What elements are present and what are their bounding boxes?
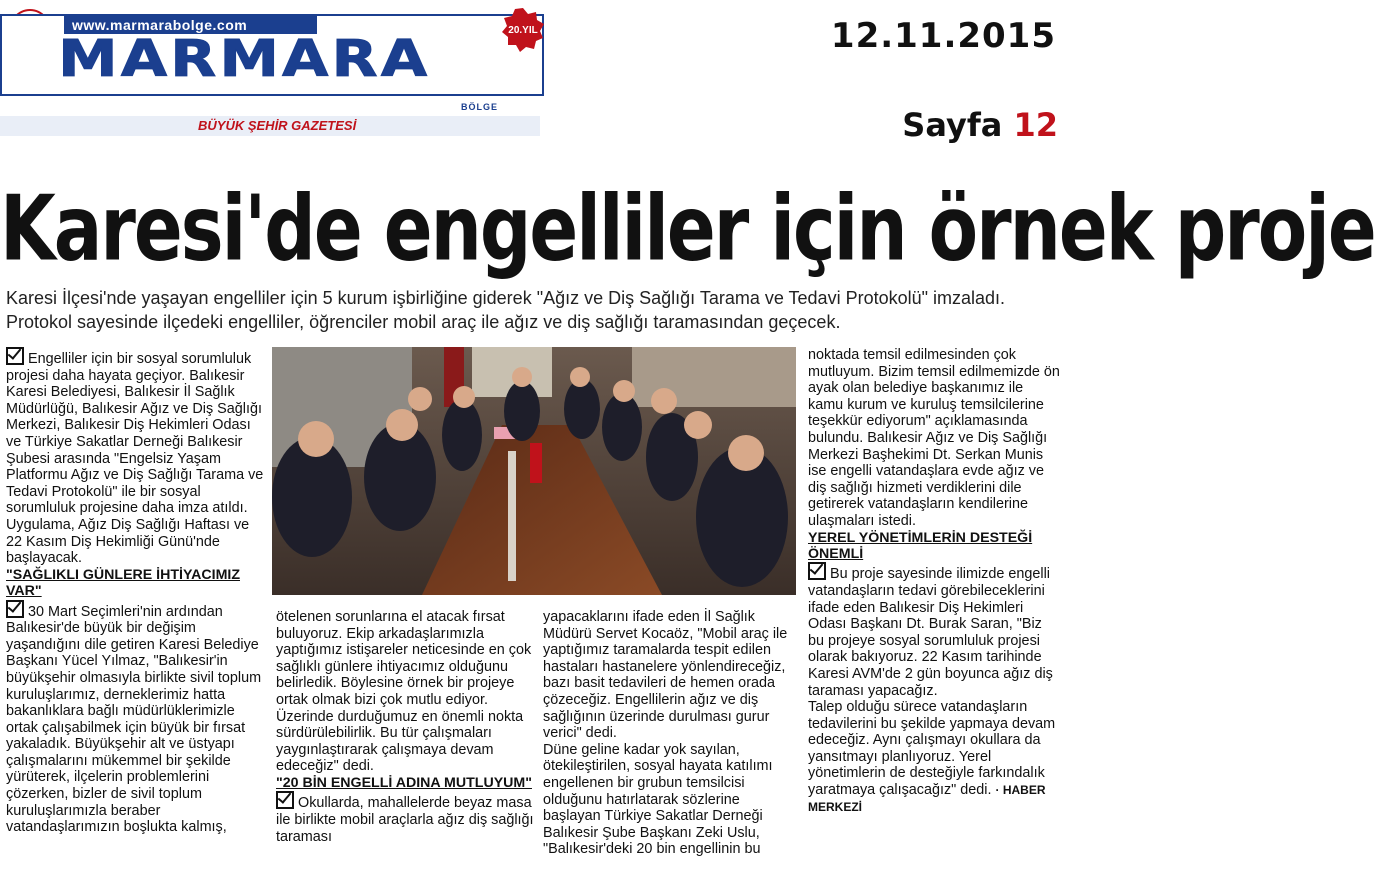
article-column-2 bbox=[276, 609, 534, 845]
page-number bbox=[902, 106, 1058, 144]
checkbox-icon bbox=[6, 347, 24, 365]
col2-paragraph-2: Üzerinde durduğumuz en önemli nokta sürdürülebilirlik. Bu tür çalışmaları yaygınlaştırarak çalışmaya devam edeceğiz" dedi. bbox=[276, 708, 524, 775]
article-column-4 bbox=[808, 347, 1060, 815]
anniversary-badge-icon bbox=[500, 6, 546, 52]
masthead-region: BÖLGE bbox=[461, 102, 499, 112]
checkbox-icon bbox=[276, 791, 294, 809]
col2-subheading: "20 BİN ENGELLİ ADINA MUTLUYUM" bbox=[276, 774, 532, 791]
lead-paragraph: Karesi İlçesi'nde yaşayan engelliler için 5 kurum işbirliğine giderek "Ağız ve Diş Sağlığı Tarama ve Tedavi Protokolü" imzaladı. Protokol sayesinde ilçedeki engelliler, öğrenciler mobil araç ile ağız ve diş sağlığı taramasından geçecek. bbox=[6, 288, 1006, 332]
col1-subheading: "SAĞLIKLI GÜNLERE İHTİYACIMIZ VAR" bbox=[6, 566, 240, 600]
col4-paragraph-3: Talep olduğu sürece vatandaşların tedavilerini bu şekilde yapmaya devam edeceğiz. Aynı çalışmayı okullara da yansıtmayı planlıyoruz. Yerel yönetimlerin de desteğiyle farkındalık yaratmaya çalışacağız" dedi. bbox=[808, 699, 1056, 799]
article-photo bbox=[272, 347, 796, 595]
page-label: Sayfa bbox=[902, 106, 1003, 144]
col2-paragraph-3: Okullarda, mahallelerde beyaz masa ile birlikte mobil araçlarla ağız diş sağlığı taraması bbox=[276, 795, 534, 845]
col4-subheading: YEREL YÖNETİMLERİN DESTEĞİ ÖNEMLİ bbox=[808, 529, 1033, 562]
col4-paragraph-1: noktada temsil edilmesinden çok mutluyum. Bizim temsil edilmemizde ön ayak olan belediye başkanımız ile kamu kurum ve kuruluş temsilcilerine teşekkür ediyorum" açıklamasında bulundu. Balıkesir Ağız ve Diş Sağlığı Merkezi Başhekimi Dt. Serkan Munis ise engelli vatandaşlara evde ağız ve diş sağlığı hizmeti verdiklerini dile getirerek vatandaşların kendilerine ulaşmaları istedi. bbox=[808, 347, 1060, 529]
col4-paragraph-2: Bu proje sayesinde ilimizde engelli vatandaşların tedavi görebileceklerini ifade eden Balıkesir Diş Hekimleri Odası Başkanı Dt. Burak Saran, "Biz bu projeye sosyal sorumluluk projesi olarak bakıyoruz. 22 Kasım tarihinde Karesi AVM'de 2 gün boyunca ağız diş taraması yapacağız. bbox=[808, 566, 1053, 699]
article-column-1 bbox=[6, 347, 264, 836]
article-column-3 bbox=[543, 609, 795, 858]
masthead-brand: MARMARA bbox=[58, 29, 431, 89]
masthead-subtitle: BÜYÜK ŞEHİR GAZETESİ bbox=[198, 118, 357, 133]
page-number-value: 12 bbox=[1013, 106, 1058, 144]
anniversary-badge-label: 20.YIL bbox=[508, 25, 538, 36]
masthead-url: www.marmarabolge.com bbox=[64, 16, 317, 34]
col2-paragraph-1: ötelenen sorunlarına el atacak fırsat buluyoruz. Ekip arkadaşlarımızla yaptığımız istişareler neticesinde en çok sağlıklı günlere ihtiyacımız olduğunu belirledik. Böylesine örnek bir projeye ortak olmak bizi çok mutlu ediyor. bbox=[276, 609, 532, 708]
col1-paragraph-2: 30 Mart Seçimleri'nin ardından Balıkesir'de büyük bir değişim yaşandığını dile getiren Karesi Belediye Başkanı Yücel Yılmaz, "Balıkesir'in büyükşehir olmasıyla birlikte sivil toplum kuruluşlarımız, derneklerimiz hatta bakanlıklara bağlı müdürlüklerimizle ortak çalışabilmek için büyük bir fırsat yakaladık. Büyükşehir alt ve üstyapı çalışmalarını mükemmel bir şekilde yürüterek, ilçelerin problemlerini çözerken, bizler de sivil toplum kuruluşlarımızla beraber vatandaşlarımızın boşlukta kalmış, bbox=[6, 603, 262, 836]
headline: Karesi'de engelliler için örnek proje bbox=[0, 175, 1375, 281]
meeting-photo-image bbox=[272, 347, 796, 595]
col3-paragraph-2: Düne geline kadar yok sayılan, ötekileştirilen, sosyal hayata katılımı engellenen bir grubun temsilcisi olduğunu hatırlatarak sözlerine başlayan Türkiye Sakatlar Derneği Balıkesir Şube Başkanı Zeki Uslu, "Balıkesir'deki 20 bin engellinin bu bbox=[543, 741, 773, 858]
checkbox-icon bbox=[6, 600, 24, 618]
col1-paragraph-1: Engelliler için bir sosyal sorumluluk projesi daha hayata geçiyor. Balıkesir Karesi Belediyesi, Balıkesir İl Sağlık Müdürlüğü, Balıkesir Ağız ve Diş Sağlığı Merkezi, Balıkesir Diş Hekimleri Odası ve Türkiye Sakatlar Derneği Balıkesir Şubesi arasında "Engelsiz Yaşam Platformu Ağız ve Diş Sağlığı Tarama ve Tedavi Protokolü" ile bir sosyal sorumluluk projesine daha imza atıldı. Uygulama, Ağız Diş Sağlığı Haftası ve 22 Kasım Diş Hekimliği Günü'nde başlayacak. bbox=[6, 351, 264, 567]
byline: · HABER MERKEZİ bbox=[808, 783, 1046, 814]
issue-date: 12.11.2015 bbox=[830, 16, 1056, 56]
checkbox-icon bbox=[808, 562, 826, 580]
col3-paragraph-1: yapacaklarını ifade eden İl Sağlık Müdürü Servet Kocaöz, "Mobil araç ile yaptığımız taramalarda tespit edilen hastaları hastanelere yönlendireceğiz, bazı basit tedavileri de hemen orada çözeceğiz. Engellilerin ağız ve diş sağlığının üzerinde durulması gurur verici" dedi. bbox=[543, 609, 788, 742]
masthead bbox=[0, 6, 548, 116]
